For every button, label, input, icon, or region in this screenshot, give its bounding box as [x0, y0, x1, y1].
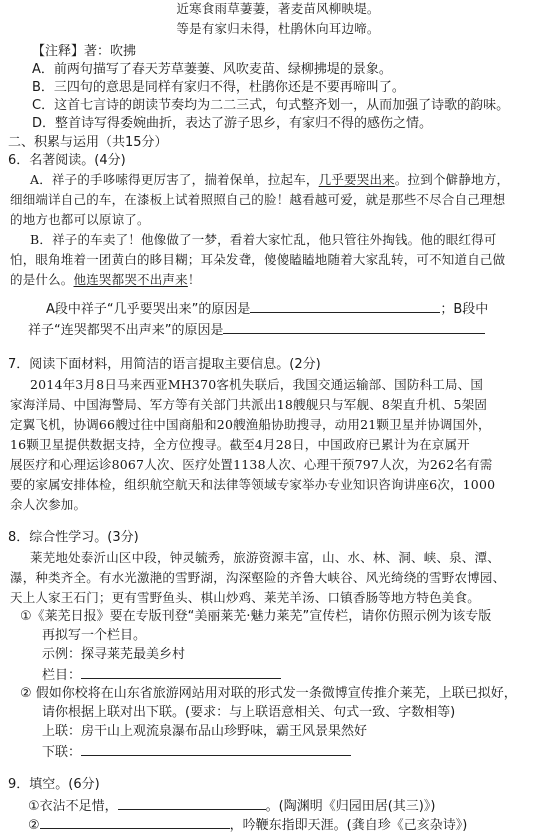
q8-title: 8．综合性学习。(3分) — [8, 530, 139, 545]
q8-sub1-line1: ①《莱芜日报》要在专版刊登“美丽莱芜·魅力莱芜”宣传栏，请你仿照示例为该专版 — [20, 609, 492, 624]
section-2-heading: 二、积累与运用（共15分） — [8, 135, 168, 150]
q7-material-line3: 定翼飞机，协调66艘过往中国商船和20艘渔船协助搜寻，动用21颗卫星并协调国外， — [10, 417, 491, 432]
q8-passage-line1: 莱芜地处泰沂山区中段，钟灵毓秀，旅游资源丰富，山、水、林、洞、峡、泉、潭、 — [30, 550, 500, 565]
q7-material-line6: 要的家属安排体检，组织航空航天和法律等领域专家举办专业知识咨询讲座6次，1000 — [10, 477, 496, 492]
q9-fill-2-blank[interactable] — [40, 816, 230, 829]
q7-material-line4: 16颗卫星提供数据支持，全方位搜寻。截至4月28日，中国政府已累计为在京属开 — [10, 437, 470, 452]
q7-material-line1: 2014年3月8日马来西亚MH370客机失联后，我国交通运输部、国防科工局、国 — [30, 377, 484, 392]
q8-column-blank[interactable] — [81, 666, 281, 679]
q6-answer-blank-b[interactable] — [223, 321, 485, 334]
q6-question-line1: A段中祥子“几乎要哭出来”的原因是 ；B段中 — [46, 302, 489, 317]
q9-fill-1-blank[interactable] — [118, 797, 266, 810]
poem-line-2: 等是有家归未得，杜鹃休向耳边啼。 — [176, 21, 380, 36]
choice-b: B．三四句的意思是同样有家归不得，杜鹃你还是不要再啼叫了。 — [32, 80, 405, 95]
q7-material-line7: 余人次参加。 — [10, 497, 87, 512]
q8-passage-line3: 天上人家王石门；更有雪野鱼头、棋山炒鸡、莱芜羊汤、口镇香肠等地方特色美食。 — [10, 590, 480, 605]
q8-column-line: 栏目： — [42, 666, 281, 684]
q8-example: 示例：探寻莱芜最美乡村 — [42, 647, 186, 662]
choice-c: C．这首七言诗的朗读节奏均为二二三式，句式整齐划一，从而加强了诗歌的韵味。 — [32, 98, 510, 113]
q7-material-line5: 展医疗和心理运诊8067人次、医疗处置1138人次、心理干预797人次，为262名有需 — [10, 457, 493, 472]
poem-line-1: 近寒食雨草萋萋，著麦苗风柳映堤。 — [176, 1, 380, 16]
q7-title: 7．阅读下面材料，用简洁的语言提取主要信息。(2分) — [8, 357, 321, 372]
q6-passage-a-line2: 细细端详自己的车，在漆板上试着照照自己的脸！越看越可爱，就是那些不尽合自己理想 — [10, 192, 506, 207]
q8-lower-couplet-blank[interactable] — [81, 743, 351, 756]
q9-title: 9．填空。(6分) — [8, 777, 100, 792]
q8-sub2-line2: 请你根据上联对出下联。(要求：与上联语意相关、句式一致、字数相等) — [42, 705, 456, 720]
q8-upper-couplet: 上联：房干山上观流泉瀑布品山珍野味，霸王风景果然好 — [42, 724, 368, 739]
q6-passage-a-line3: 的地方也都可以原谅了。 — [10, 212, 150, 227]
q6-passage-b-line3: 的是什么。他连哭都哭不出声来！ — [10, 272, 201, 287]
annotation-note: 【注释】著：吹拂 — [32, 44, 137, 59]
q7-material-line2: 家海洋局、中国海警局、军方等有关部门共派出18艘舰只与军舰、8架直升机、5架固 — [10, 397, 488, 412]
q9-fill-1: ①衣沾不足惜， 。(陶渊明《归园田居(其三)》) — [28, 799, 436, 814]
q6-answer-blank-a[interactable] — [250, 300, 440, 313]
q6-question-line2: 祥子“连哭都哭不出声来”的原因是 — [28, 321, 485, 339]
choice-a: A．前两句描写了春天芳草萋萋、风吹麦苗、绿柳拂堤的景象。 — [32, 62, 392, 77]
q8-lower-couplet-line: 下联： — [42, 743, 351, 761]
q6-passage-a-line1: A．祥子的手哆嗦得更厉害了，揣着保单，拉起车，几乎要哭出来。拉到个僻静地方， — [30, 172, 510, 187]
q8-sub1-line2: 再拟写一个栏目。 — [42, 628, 147, 643]
q6-passage-b-line2: 怕，眼角堆着一团黄白的眵目糊；耳朵发聋，傻傻瞌瞌地随着大家乱转，可不知道自己做 — [10, 252, 506, 267]
q8-sub2-line1: ② 假如你校将在山东省旅游网站用对联的形式发一条微博宣传推介莱芜，上联已拟好， — [20, 686, 517, 701]
q9-fill-2: ② ，吟鞭东指即天涯。(龚自珍《己亥杂诗》) — [28, 818, 468, 833]
q8-passage-line2: 瀑，种类齐全。有水光激滟的雪野湖，沟深壑险的齐鲁大峡谷、风光绮绕的雪野农博园、 — [10, 570, 506, 585]
choice-d: D．整首诗写得委婉曲折，表达了游子思乡，有家归不得的感伤之情。 — [32, 116, 433, 131]
q6-title: 6．名著阅读。(4分) — [8, 153, 126, 168]
q6-passage-b-line1: B．祥子的车卖了！他像做了一梦，看着大家忙乱，他只管往外掏钱。他的眼红得可 — [30, 232, 497, 247]
